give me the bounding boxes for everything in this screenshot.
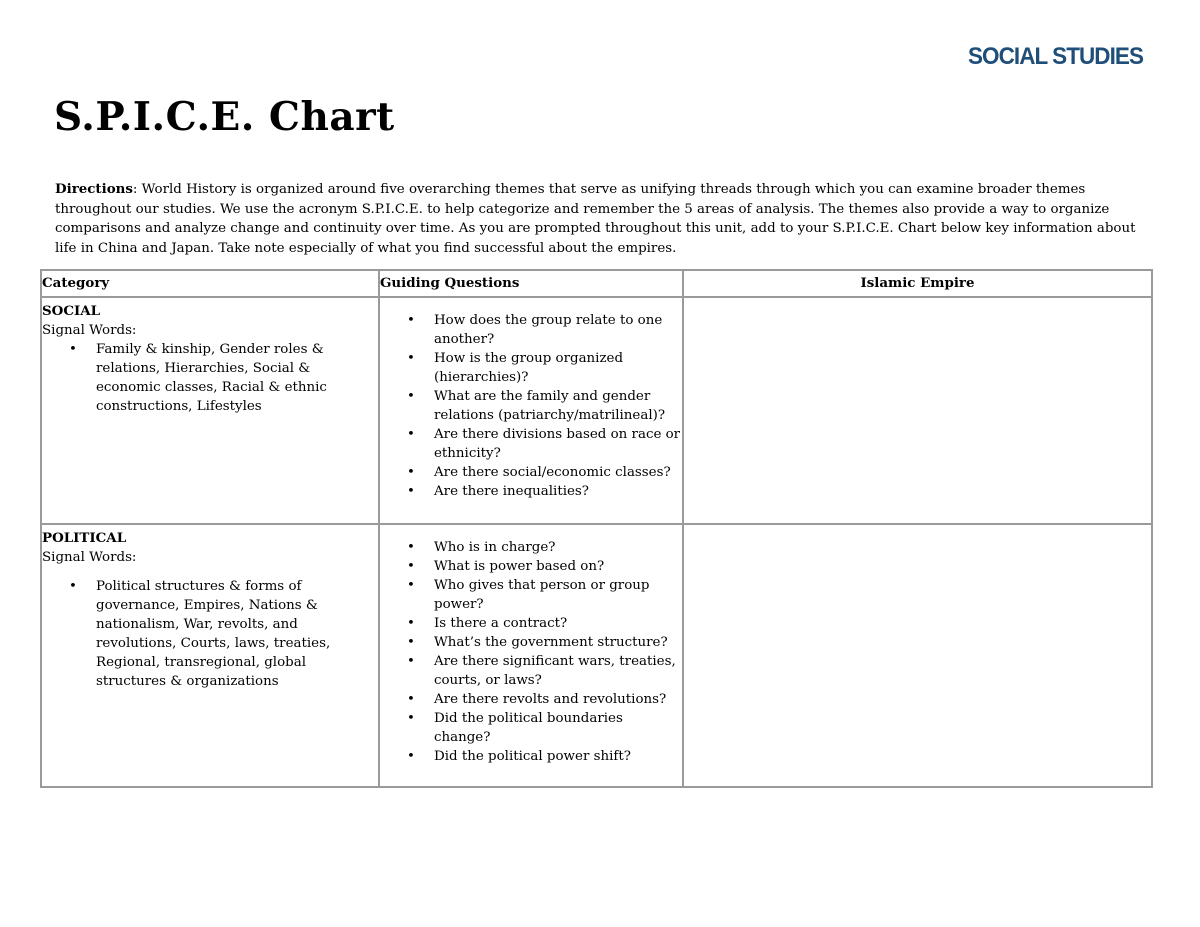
- social-studies-logo: [968, 40, 1158, 70]
- table-row-social: [41, 297, 1152, 524]
- questions-list-political: [380, 538, 682, 766]
- signal-label-social: Signal Words:: [42, 323, 137, 338]
- empire-cell-political[interactable]: [683, 524, 1152, 787]
- empire-cell-social[interactable]: [683, 297, 1152, 524]
- question-item: • Is there a contract?: [434, 614, 682, 633]
- question-item: • What is power based on?: [434, 557, 682, 576]
- question-item: • How is the group organized (hierarchies)?: [434, 349, 682, 387]
- question-item: • Are there divisions based on race or ethnicity?: [434, 425, 682, 463]
- directions-paragraph: [55, 180, 1140, 258]
- signal-words-list-social: [42, 340, 378, 416]
- question-item: • What’s the government structure?: [434, 633, 682, 652]
- header-guiding-questions: Guiding Questions: [379, 270, 683, 297]
- signal-words-item: • Political structures & forms of governance, Empires, Nations & nationalism, War, revolts, and revolutions, Courts, laws, treaties, Regional, transregional, global structures & organizations: [96, 577, 378, 691]
- question-item: • Are there significant wars, treaties, courts, or laws?: [434, 652, 682, 690]
- category-title-social: SOCIAL: [42, 303, 101, 319]
- signal-words-item: • Family & kinship, Gender roles & relations, Hierarchies, Social & economic classes, Racial & ethnic constructions, Lifestyles: [96, 340, 378, 416]
- directions-label: Directions: [55, 181, 133, 197]
- social-studies-logo-mark: [968, 40, 1148, 70]
- header-category: Category: [41, 270, 379, 297]
- questions-cell-social: [379, 297, 683, 524]
- question-item: • Are there inequalities?: [434, 482, 682, 501]
- svg-text:SOCIAL STUDIES: SOCIAL STUDIES: [968, 43, 1144, 70]
- questions-cell-political: [379, 524, 683, 787]
- question-item: • Are there revolts and revolutions?: [434, 690, 682, 709]
- category-cell-social: [41, 297, 379, 524]
- questions-list-social: [380, 311, 682, 501]
- question-item: • Did the political power shift?: [434, 747, 682, 766]
- header-islamic-empire: Islamic Empire: [683, 270, 1152, 297]
- signal-label-political: Signal Words:: [42, 550, 137, 565]
- table-header-row: [41, 270, 1152, 297]
- question-item: • Who gives that person or group power?: [434, 576, 682, 614]
- signal-words-list-political: [42, 577, 378, 691]
- question-item: • What are the family and gender relations (patriarchy/matrilineal)?: [434, 387, 682, 425]
- question-item: • How does the group relate to one another?: [434, 311, 682, 349]
- directions-text: : World History is organized around five overarching themes that serve as unifying threads through which you can examine broader themes throughout our studies. We use the acronym S.P.I.C.E. to help categorize and remember the 5 areas of analysis. The themes also provide a way to organize comparisons and analyze change and continuity over time. As you are prompted throughout this unit, add to your S.P.I.C.E. Chart below key information about life in China and Japan. Take note especially of what you find successful about the empires.: [55, 182, 1136, 256]
- question-item: • Are there social/economic classes?: [434, 463, 682, 482]
- category-title-political: POLITICAL: [42, 530, 127, 546]
- question-item: • Who is in charge?: [434, 538, 682, 557]
- spice-chart-table: [40, 269, 1153, 788]
- page-title: S.P.I.C.E. Chart: [54, 94, 395, 140]
- category-cell-political: [41, 524, 379, 787]
- table-row-political: [41, 524, 1152, 787]
- question-item: • Did the political boundaries change?: [434, 709, 682, 747]
